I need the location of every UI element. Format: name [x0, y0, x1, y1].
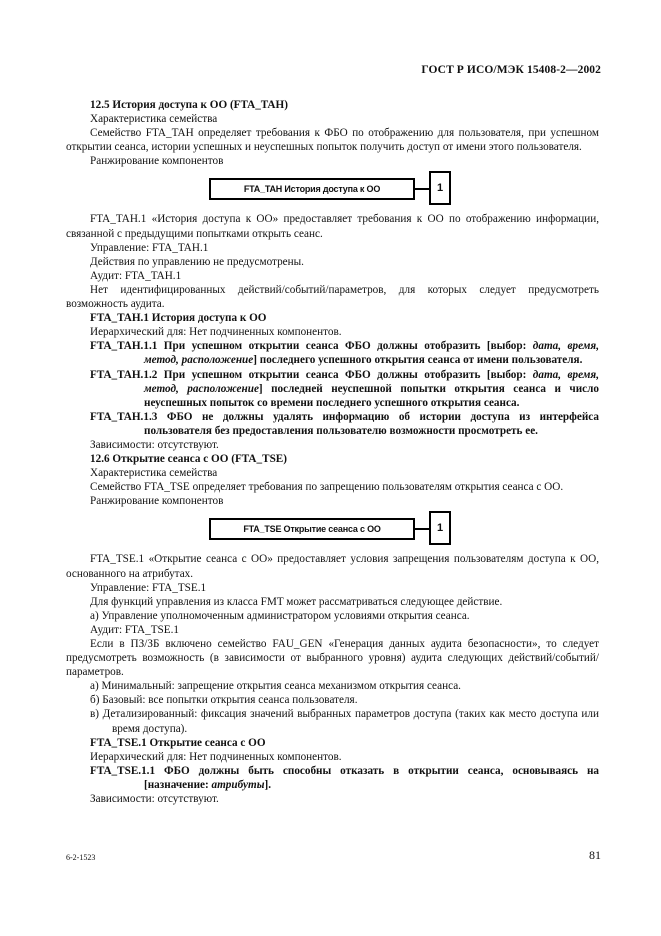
family-text: Семейство FTA_TSE определяет требования по запрещению пользователям открытия сеанса с ОО. [90, 481, 564, 494]
audit-label: Аудит: FTA_TAH.1 [90, 269, 182, 282]
section-heading-fta-tah: 12.5 История доступа к ОО (FTA_TAH) [90, 99, 288, 111]
hierarchical-text: Иерархический для: Нет подчиненных компонентов. [90, 750, 342, 763]
element-fta-tse-1-1: FTA_TSE.1.1 ФБО должны быть способны отказать в открытии сеанса, основываясь на [назначение: атрибуты]. [90, 764, 599, 791]
print-code: 6-2-1523 [66, 853, 96, 862]
management-text: Для функций управления из класса FMT может рассматриваться следующее действие. [90, 595, 503, 608]
section-heading-fta-tse: 12.6 Открытие сеанса с ОО (FTA_TSE) [90, 453, 287, 466]
family-text: Семейство FTA_TAH определяет требования к ФБО по отображению для пользователя, при успешном открытии сеанса, истории успешных и неуспешных попыток получить доступ от имени этого пользователя. [66, 127, 599, 154]
element-fta-tah-1-3: FTA_TAH.1.3 ФБО не должны удалять информацию об истории доступа из интерфейса пользователя без предоставления пользователю возможности просмотреть ее. [90, 410, 600, 437]
component-description: FTA_TAH.1 «История доступа к ОО» предоставляет требования к ОО по отображению информации, связанной с предыдущими попытками открыть сеанс. [66, 213, 599, 240]
component-title: FTA_TSE.1 Открытие сеанса с ОО [90, 736, 266, 749]
ranking-label: Ранжирование компонентов [90, 155, 224, 168]
component-diagram-fta-tse [66, 508, 599, 552]
hierarchical-text: Иерархический для: Нет подчиненных компонентов. [90, 326, 342, 339]
element-fta-tah-1-1: FTA_TAH.1.1 При успешном открытии сеанса ФБО должны отобразить [выбор: дата, время, метод, расположение] последнего успешного открытия сеанса от имени пользователя. [90, 340, 599, 367]
diagram-connector [415, 188, 429, 190]
audit-label: Аудит: FTA_TSE.1 [90, 623, 179, 636]
family-characteristic-label: Характеристика семейства [90, 467, 218, 480]
component-title: FTA_TAH.1 История доступа к ОО [90, 312, 267, 325]
element-id: FTA_TAH.1.3 [90, 410, 158, 423]
component-diagram-fta-tah [66, 168, 599, 212]
management-label: Управление: FTA_TSE.1 [90, 581, 207, 594]
audit-item-a: а) Минимальный: запрещение открытия сеанса механизмом открытия сеанса. [90, 680, 461, 693]
management-label: Управление: FTA_TAH.1 [90, 241, 209, 254]
component-description: FTA_TSE.1 «Открытие сеанса с ОО» предоставляет условия запрещения пользователям доступа к ОО, основанного на атрибутах. [66, 553, 599, 580]
diagram-family-box: FTA_TSE Открытие сеанса с ОО [209, 518, 415, 540]
audit-item-c: в) Детализированный: фиксация значений выбранных параметров доступа (таких как место доступа или время доступа). [90, 708, 599, 735]
management-item-a: а) Управление уполномоченным администратором условиями открытия сеанса. [90, 609, 470, 622]
element-id: FTA_TAH.1.1 [90, 340, 158, 353]
audit-text: Нет идентифицированных действий/событий/параметров, для которых следует предусмотреть возможность аудита. [66, 283, 599, 311]
page-body [66, 98, 599, 806]
running-header: ГОСТ Р ИСО/МЭК 15408-2—2002 [421, 64, 601, 76]
dependencies-text: Зависимости: отсутствуют. [90, 793, 219, 806]
diagram-level-box: 1 [429, 511, 451, 545]
diagram-family-box: FTA_TAH История доступа к ОО [209, 178, 415, 200]
page-number: 81 [589, 848, 601, 862]
audit-text: Если в ПЗ/ЗБ включено семейство FAU_GEN «Генерация данных аудита безопасности», то следует предусмотреть возможность (в зависимости от выбранного уровня) аудита следующих действий/событий/параметров. [66, 638, 599, 679]
management-text: Действия по управлению не предусмотрены. [90, 255, 304, 268]
diagram-connector [415, 528, 429, 530]
ranking-label: Ранжирование компонентов [90, 495, 224, 508]
audit-item-b: б) Базовый: все попытки открытия сеанса пользователя. [90, 694, 358, 707]
element-fta-tah-1-2: FTA_TAH.1.2 При успешном открытии сеанса ФБО должны отобразить [выбор: дата, время, метод, расположение] последней неуспешной попытки открытия сеанса и число неуспешных попыток со времени последнего успешного открытия сеанса. [90, 368, 599, 409]
element-id: FTA_TAH.1.2 [90, 368, 158, 381]
diagram-level-box: 1 [429, 171, 451, 205]
dependencies-text: Зависимости: отсутствуют. [90, 438, 219, 451]
element-id: FTA_TSE.1.1 [90, 764, 156, 777]
family-characteristic-label: Характеристика семейства [90, 113, 218, 126]
